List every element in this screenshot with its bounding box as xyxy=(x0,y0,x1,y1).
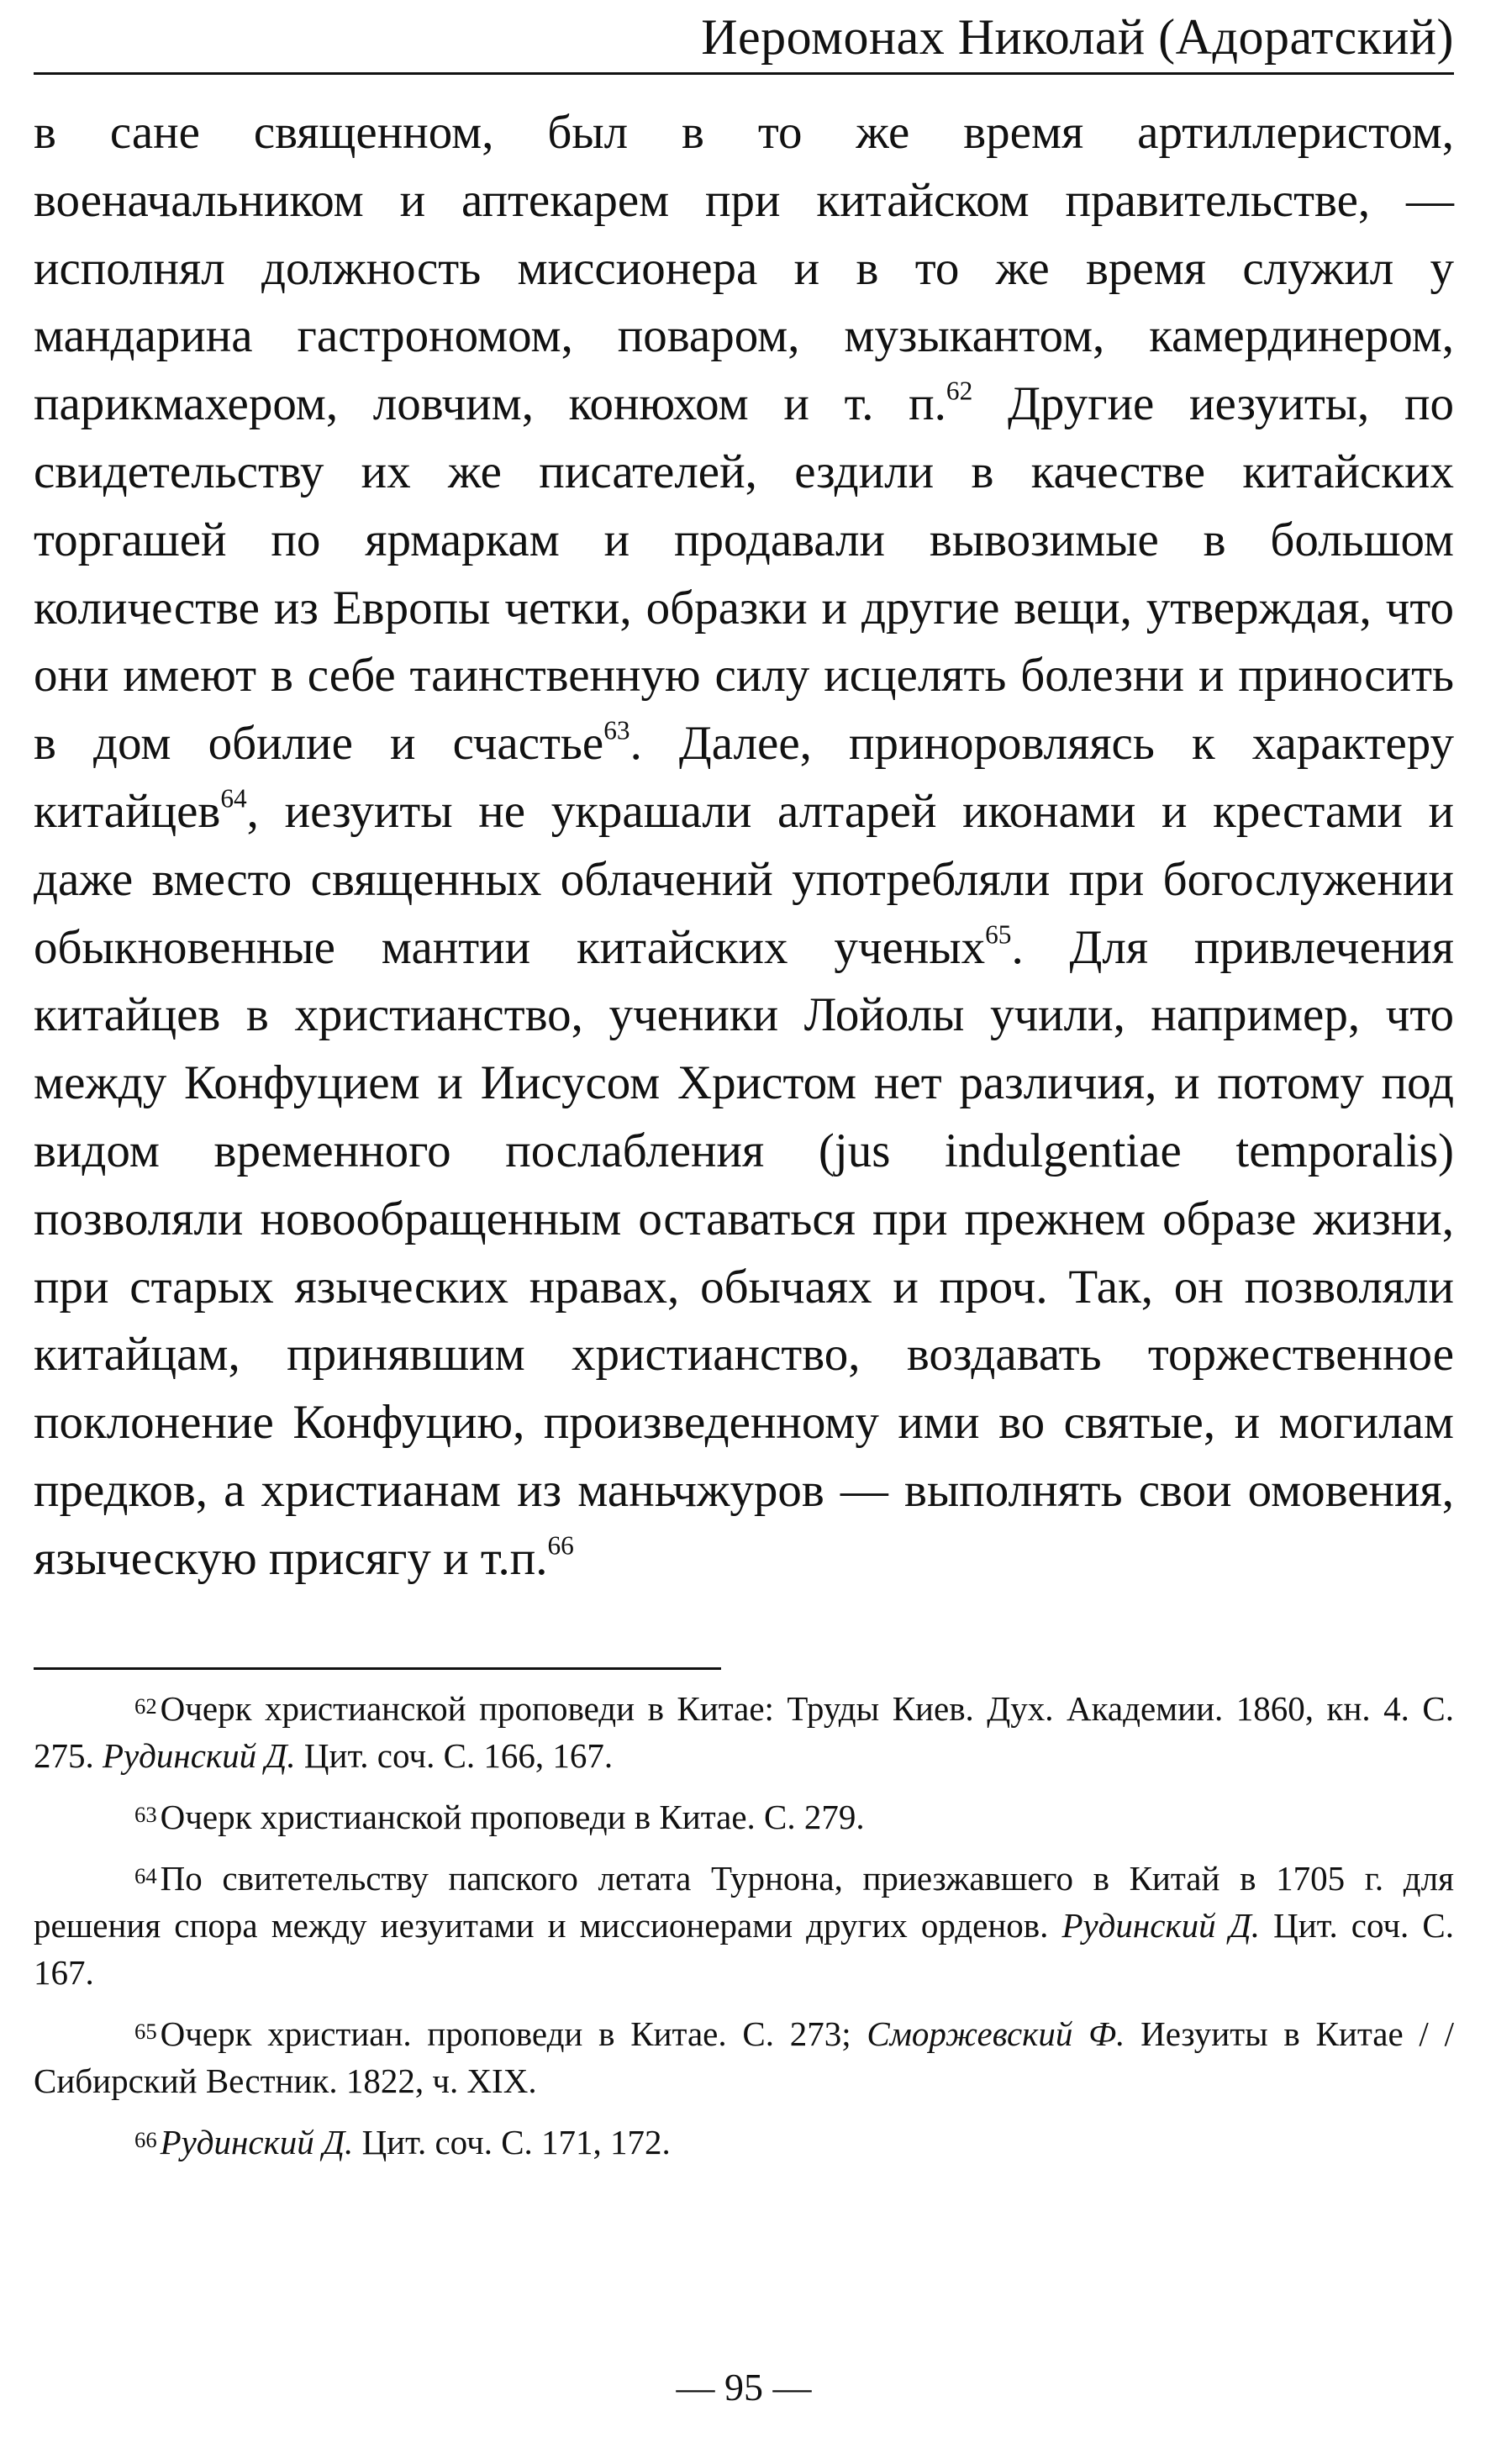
footnote-reference-62: 62 xyxy=(946,376,973,406)
footnote-number: 64 xyxy=(134,1862,157,1888)
footnote-reference-66: 66 xyxy=(547,1530,574,1561)
footnote-author: Сморжевский Ф. xyxy=(867,2014,1125,2053)
footnote-author: Рудинский Д. xyxy=(1061,1905,1260,1945)
footnote-text: По свитетельству папского летата Турнона, приезжавшего в Китай в 1705 г. для решения спора между иезуитами и миссионерами других орденов. xyxy=(34,1858,1454,1945)
text-run: в сане священном, был в то же время артиллеристом, военачальником и аптекарем при китайском правительстве, — исполнял должность миссионера и в то же время служил у мандарина гастрономом, поваром, музыкантом, камердинером, парикмахером, ловчим, конюхом и т. п. xyxy=(34,106,1454,431)
footnote-number: 66 xyxy=(134,2126,157,2152)
footnote-text: Цит. соч. С. 166, 167. xyxy=(295,1735,614,1775)
book-page xyxy=(34,0,1454,2464)
footnote-number: 62 xyxy=(134,1693,157,1719)
footnote-62 xyxy=(34,1682,1454,1779)
footnote-text: Иезуиты в Китае / / Сибирский Вестник. 1822, ч. XIX. xyxy=(34,2014,1454,2100)
footnote-author: Рудинский Д. xyxy=(103,1735,296,1775)
footnote-text: Очерк христианской проповеди в Китае: Труды Киев. Дух. Академии. 1860, кн. 4. С. 275. xyxy=(34,1688,1454,1775)
paragraph xyxy=(34,99,1454,1593)
footnote-author: Рудинский Д. xyxy=(160,2122,354,2161)
main-text xyxy=(34,99,1454,1593)
footnotes xyxy=(34,1682,1454,2177)
footnote-separator xyxy=(34,1667,721,1670)
footnote-reference-65: 65 xyxy=(985,919,1012,950)
footnote-text: Очерк христиан. проповеди в Китае. С. 273; xyxy=(160,2014,867,2053)
running-header xyxy=(34,0,1454,75)
footnote-number: 65 xyxy=(134,2018,157,2044)
page-number: — 95 — xyxy=(676,2366,812,2409)
footnote-64 xyxy=(34,1852,1454,1996)
footnote-text: Цит. соч. С. 167. xyxy=(34,1905,1454,1992)
footnote-text: Очерк христианской проповеди в Китае. С. 279. xyxy=(160,1797,865,1836)
text-run: . Далее, приноровляясь к характеру китайцев xyxy=(34,717,1454,838)
running-title: Иеромонах Николай (Адоратский) xyxy=(701,9,1454,65)
footnote-reference-63: 63 xyxy=(603,715,630,745)
text-run: , иезуиты не украшали алтарей иконами и крестами и даже вместо священных облачений употребляли при богослужении обыкновенные мантии китайских ученых xyxy=(34,784,1454,974)
footnote-number: 63 xyxy=(134,1801,157,1827)
footnote-reference-64: 64 xyxy=(220,783,247,813)
footnote-65 xyxy=(34,2008,1454,2104)
footnote-63 xyxy=(34,1791,1454,1840)
text-run: Другие иезуиты, по свидетельству их же писателей, ездили в качестве китайских торгашей по ярмаркам и продавали вывозимые в большом количестве из Европы четки, образки и другие вещи, утверждая, что они имеют в себе таинственную силу исцелять болезни и приносить в дом обилие и счастье xyxy=(34,377,1454,771)
text-run: . Для привлечения китайцев в христианство, ученики Лойолы учили, например, что между Конфуцием и Иисусом Христом нет различия, и потому под видом временного послабления (jus indulgentiae temporalis) позволяли новообращенным оставаться при прежнем образе жизни, при старых языческих нравах, обычаях и проч. Так, он позволяли китайцам, принявшим христианство, воздавать торжественное поклонение Конфуцию, произведенному ими во святые, и могилам предков, а христианам из маньчжуров — выполнять свои омовения, языческую присягу и т.п. xyxy=(34,920,1455,1585)
footnote-66 xyxy=(34,2116,1454,2166)
footnote-text: Цит. соч. С. 171, 172. xyxy=(353,2122,671,2161)
